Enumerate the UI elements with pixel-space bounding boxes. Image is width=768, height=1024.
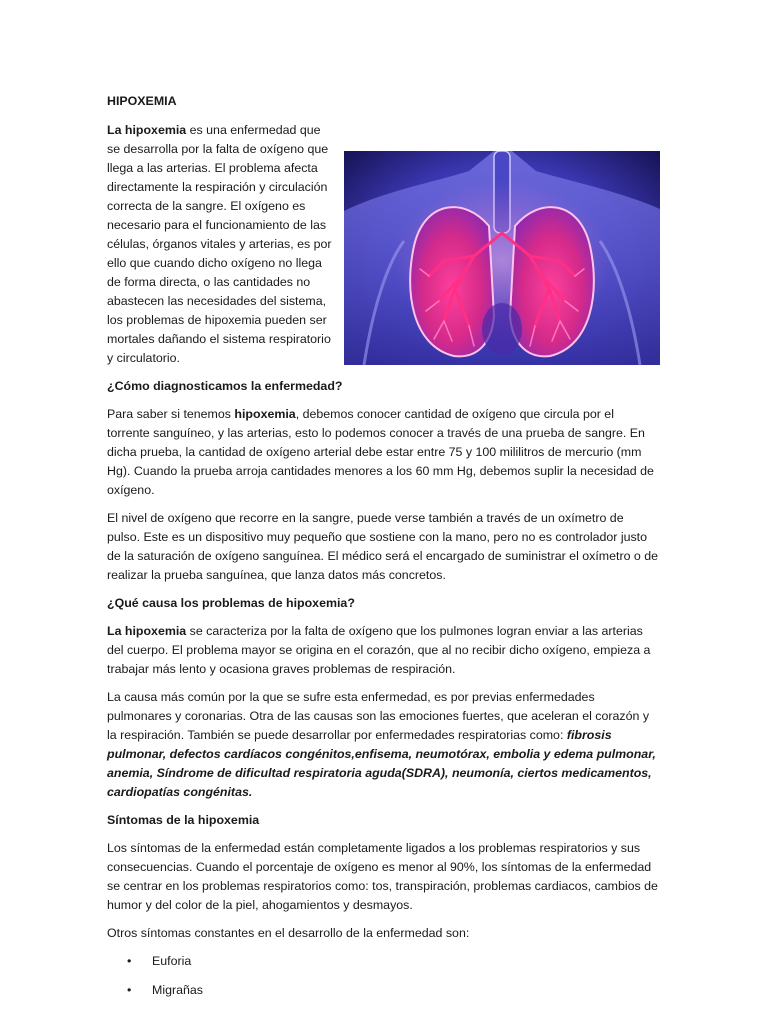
diagnose-term: hipoxemia [234, 407, 296, 421]
list-item [107, 952, 659, 971]
intro-term: La hipoxemia [107, 123, 187, 137]
cause-text: se caracteriza por la falta de oxígeno que los pulmones logran enviar a las arterias del cuerpo. El problema mayor se origina en el corazón, que al no recibir dicho oxígeno, empieza a trabajar más lento y ocasiona graves problemas de respiración. [107, 624, 651, 676]
bullet-icon: • [127, 954, 132, 968]
symptoms-paragraph-1: Los síntomas de la enfermedad están completamente ligados a los problemas respiratorios y sus consecuencias. Cuando el porcentaje de oxígeno es menor al 90%, los síntomas de la enfermedad se centrar en los problemas respiratorios como: tos, transpiración, problemas cardiacos, cambios de humor y del color de la piel, ahogamientos y desmayos. [107, 841, 658, 912]
diagnose-text-c: , debemos conocer cantidad de oxígeno que circula por el torrente sanguíneo, y las arterias, esto lo podemos conocer a través de una prueba de sangre. En dicha prueba, la cantidad de oxígeno arterial debe estar entre 75 y 100 mililitros de mercurio (mm Hg). Cuando la prueba arroja cantidades menores a los 60 mm Hg, debemos suplir la necesidad de oxígeno. [107, 407, 654, 497]
cause-text-plain: La causa más común por la que se sufre esta enfermedad, es por previas enfermedades pulmonares y coronarias. Otra de las causas son las emociones fuertes, que aceleran el corazón y la respiración. También se puede desarrollar por enfermedades respiratorias como: [107, 690, 650, 742]
list-item [107, 981, 659, 1000]
heading-symptoms: Síntomas de la hipoxemia [107, 813, 260, 827]
diagnose-paragraph-2: El nivel de oxígeno que recorre en la sangre, puede verse también a través de un oxímetro de pulso. Este es un dispositivo muy pequeño que sostiene con la mano, pero no es controlador justo de la saturación de oxígeno sanguínea. El médico será el encargado de suministrar el oxímetro o de realizar la prueba sanguínea, que lanza datos más concretos. [107, 511, 659, 582]
cause-paragraph-1 [107, 622, 659, 679]
diagnose-text-a: Para saber si tenemos [107, 407, 235, 421]
intro-text: es una enfermedad que se desarrolla por la falta de oxígeno que llega a las arterias. El problema afecta directamente la respiración y circulación correcta de la sangre. El oxígeno es necesario para el funcionamiento de las células, órganos vitales y arterias, es por ello que cuando dicho oxígeno no llega de forma directa, o las cantidades no abastecen las necesidades del sistema, los problemas de hipoxemia pueden ser mortales dañando el sistema respiratorio y circulatorio. [107, 123, 332, 365]
diagnose-paragraph-1 [107, 405, 659, 500]
list-item-text: Euforia [152, 954, 192, 968]
disease-list-text: fibrosis pulmonar, defectos cardíacos congénitos,enfisema, neumotórax, embolia y edema pulmonar, anemia, Síndrome de dificultad respiratoria aguda(SDRA), neumonía, ciertos medicamentos, cardiopatías congénitas. [107, 728, 656, 799]
cause-term: La hipoxemia [107, 624, 187, 638]
list-item-text: Migrañas [152, 983, 203, 997]
heading-cause: ¿Qué causa los problemas de hipoxemia? [107, 596, 355, 610]
document-body [107, 92, 659, 1010]
document-title: HIPOXEMIA [107, 94, 177, 108]
bullet-icon: • [127, 983, 132, 997]
lungs-illustration [344, 151, 660, 365]
symptoms-paragraph-2: Otros síntomas constantes en el desarrollo de la enfermedad son: [107, 926, 470, 940]
symptom-list [107, 952, 659, 1000]
cause-paragraph-2 [107, 688, 659, 802]
heading-diagnose: ¿Cómo diagnosticamos la enfermedad? [107, 379, 343, 393]
